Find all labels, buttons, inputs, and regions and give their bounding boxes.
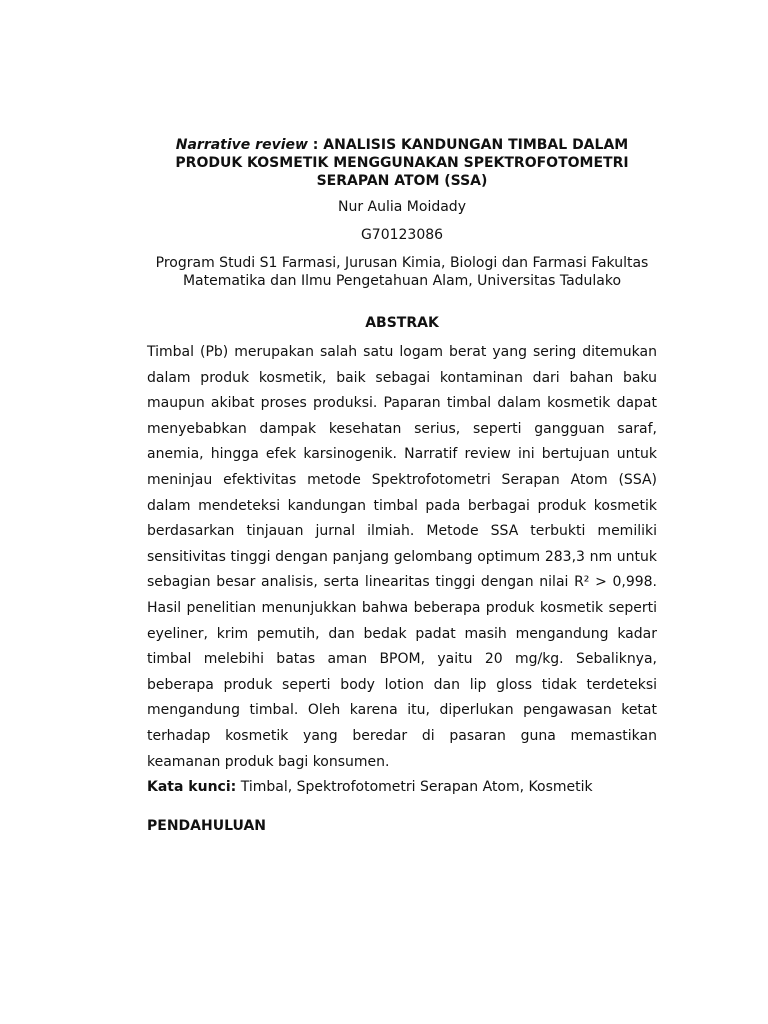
keywords: [147, 775, 657, 801]
paper-title: [147, 136, 657, 190]
abstract-text: Timbal (Pb) merupakan salah satu logam berat yang sering ditemukan dalam produk kosmetik, baik sebagai kontaminan dari bahan baku maupun akibat proses produksi. Paparan timbal dalam kosmetik dapat menyebabkan dampak kesehatan serius, seperti gangguan saraf, anemia, hingga efek karsinogenik. Narratif review ini bertujuan untuk meninjau efektivitas metode Spektrofotometri Serapan Atom (SSA) dalam mendeteksi kandungan timbal pada berbagai produk kosmetik berdasarkan tinjauan jurnal ilmiah. Metode SSA terbukti memiliki sensitivitas tinggi dengan panjang gelombang optimum 283,3 nm untuk sebagian besar analisis, serta linearitas tinggi dengan nilai R² > 0,998. Hasil penelitian menunjukkan bahwa beberapa produk kosmetik seperti eyeliner, krim pemutih, dan bedak padat masih mengandung kadar timbal melebihi batas aman BPOM, yaitu 20 mg/kg. Sebaliknya, beberapa produk seperti body lotion dan lip gloss tidak terdeteksi mengandung timbal. Oleh karena itu, diperlukan pengawasan ketat terhadap kosmetik yang beredar di pasaran guna memastikan keamanan produk bagi konsumen.: [147, 344, 657, 770]
section-heading-introduction: PENDAHULUAN: [147, 817, 266, 834]
paper-title-italic: Narrative review: [175, 137, 308, 153]
affiliation: Program Studi S1 Farmasi, Jurusan Kimia, Biologi dan Farmasi Fakultas Matematika dan Ilmu Pengetahuan Alam, Universitas Tadulako: [155, 255, 649, 289]
document-page: [147, 136, 657, 835]
author-name: Nur Aulia Moidady: [338, 199, 466, 215]
paper-title-main: : ANALISIS KANDUNGAN TIMBAL DALAM PRODUK KOSMETIK MENGGUNAKAN SPEKTROFOTOMETRI SERAPAN ATOM (SSA): [175, 137, 629, 189]
student-id: G70123086: [360, 227, 444, 243]
keywords-text: Timbal, Spektrofotometri Serapan Atom, Kosmetik: [236, 779, 593, 796]
keywords-label: Kata kunci:: [147, 779, 237, 796]
abstract-heading: ABSTRAK: [365, 315, 439, 331]
